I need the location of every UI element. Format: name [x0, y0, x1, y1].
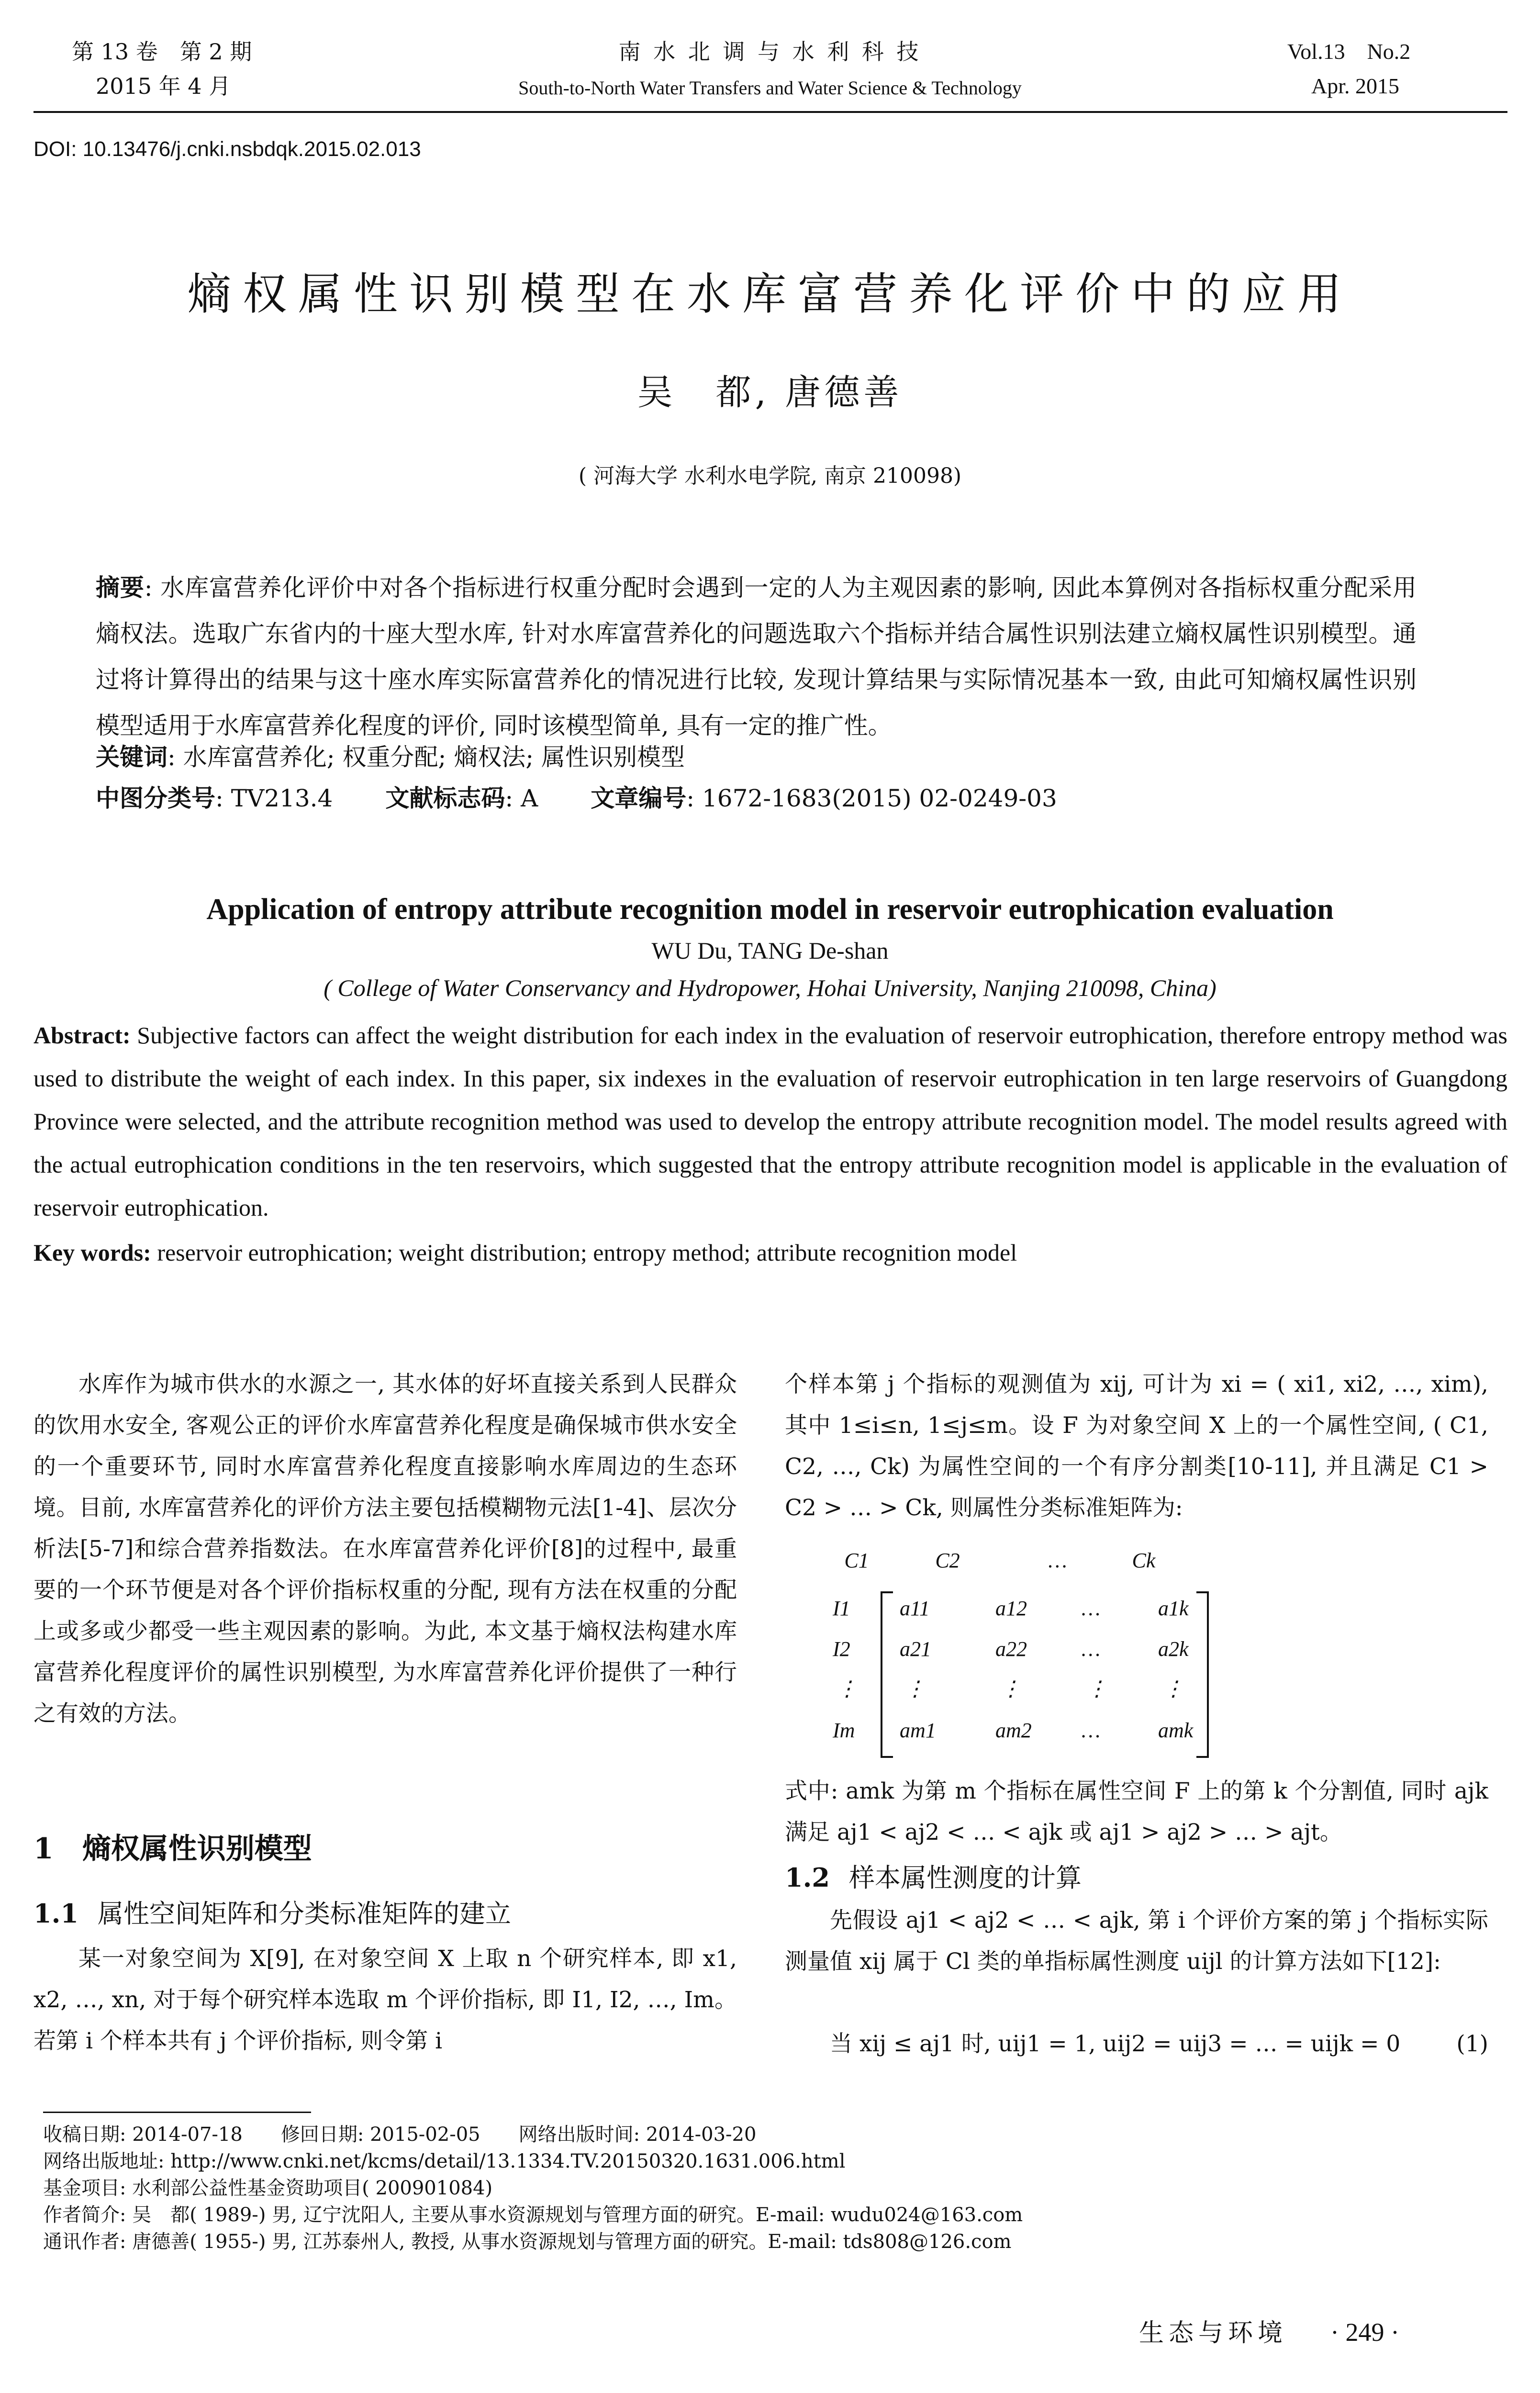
section-1-2-number: 1.2: [785, 1862, 830, 1893]
article-no: 1672-1683(2015) 02-0249-03: [702, 784, 1057, 812]
matrix-explanation-paragraph: 式中: amk 为第 m 个指标在属性空间 F 上的第 k 个分割值, 同时 ajk 满足 aj1 < aj2 < … < ajk 或 aj1 > aj2 > … > ajt。: [785, 1778, 1488, 1845]
header-date-en: Apr. 2015: [1311, 74, 1399, 98]
section-1-heading: [33, 1826, 312, 1872]
abstract-en-label: Abstract:: [33, 1022, 131, 1049]
footnote-dates: 收稿日期: 2014-07-18 修回日期: 2015-02-05 网络出版时间: 2014-03-20: [43, 2124, 757, 2146]
matrix-cell: a11: [900, 1597, 930, 1620]
clc-code: TV213.4: [231, 784, 333, 812]
doc-code-label: 文献标志码: [385, 784, 505, 812]
section-1-1-title: 属性空间矩阵和分类标准矩阵的建立: [97, 1899, 511, 1929]
section-1-1-heading: [33, 1893, 511, 1935]
matrix-col-header: C2: [935, 1549, 960, 1572]
authors-en: WU Du, TANG De-shan: [651, 937, 889, 964]
section-1-1-number: 1.1: [33, 1898, 78, 1929]
header-date-cn: 2015 年 4 月: [96, 73, 231, 99]
matrix-cell: amk: [1158, 1719, 1194, 1742]
abstract-en-text: Subjective factors can affect the weight distribution for each index in the evaluation of reservoir eutrophication, therefore entropy method was used to distribute the weight of each index. In this paper, six indexes in the evaluation of reservoir eutrophication in ten large reservoirs of Guangdong Province were selected, and the attribute recognition method was used to develop the entropy attribute recognition model. The model results agreed with the actual eutrophication conditions in the ten reservoirs, which suggested that the entropy attribute recognition model is applicable in the evaluation of reservoir eutrophication.: [33, 1022, 1508, 1221]
matrix-cell: ⋮: [1000, 1677, 1021, 1700]
affiliation-en: ( College of Water Conservancy and Hydropower, Hohai University, Nanjing 210098, China): [324, 974, 1216, 1001]
section-1-2-heading: [785, 1857, 1082, 1899]
matrix-cell: a21: [900, 1637, 931, 1661]
matrix-cell: a1k: [1158, 1597, 1189, 1620]
keywords-en: [33, 1231, 1507, 1274]
matrix-row-header: I1: [833, 1597, 850, 1620]
title-cn: 熵权属性识别模型在水库富营养化评价中的应用: [187, 268, 1353, 320]
footnote-rule: [43, 2112, 311, 2113]
matrix-row-header: I2: [833, 1637, 850, 1661]
clc-label: 中图分类号: [96, 784, 215, 812]
footnote-corresponding-author: 通讯作者: 唐德善( 1955-) 男, 江苏泰州人, 教授, 从事水资源规划与管理方面的研究。E-mail: tds808@126.com: [43, 2231, 1012, 2253]
matrix-cell: a22: [995, 1637, 1027, 1661]
article-no-label: 文章编号: [591, 784, 687, 812]
matrix-col-header: …: [1048, 1549, 1067, 1572]
equation-1-number: (1): [1456, 2031, 1488, 2057]
header-journal-cn: 南 水 北 调 与 水 利 科 技: [618, 39, 922, 65]
continuation-paragraph: 个样本第 j 个指标的观测值为 xij, 可计为 xi = ( xi1, xi2, …, xim), 其中 1≤i≤n, 1≤j≤m。设 F 为对象空间 X 上的一个属性空间, ( C1, C2, …, Ck) 为属性空间的一个有序分割类[10-11], 并且满足 C1 > C2 > … > Ck, 则属性分类标准矩阵为:: [785, 1371, 1488, 1521]
matrix-left-bracket: [881, 1591, 893, 1758]
keywords-en-label: Key words:: [33, 1239, 151, 1266]
matrix-cell: am2: [995, 1719, 1032, 1742]
doc-code: A: [521, 784, 538, 812]
section-1-number: 1: [33, 1832, 54, 1866]
equation-1-text: 当 xij ≤ aj1 时, uij1 = 1, uij2 = uij3 = … = uijk = 0: [830, 2031, 1401, 2057]
page-number: · 249 ·: [1330, 2318, 1399, 2347]
matrix-cell: …: [1082, 1637, 1101, 1661]
section-1-1-body: [33, 1938, 737, 2062]
keywords-en-text: reservoir eutrophication; weight distribution; entropy method; attribute recognition model: [157, 1239, 1017, 1266]
footnote-author-bio: 作者简介: 吴 都( 1989-) 男, 辽宁沈阳人, 主要从事水资源规划与管理方面的研究。E-mail: wudu024@163.com: [43, 2204, 1023, 2226]
matrix-cell: ⋮: [1163, 1677, 1184, 1700]
body-left-column: [33, 1364, 737, 1734]
section-1-title: 熵权属性识别模型: [82, 1832, 312, 1866]
keywords-cn-text: 水库富营养化; 权重分配; 熵权法; 属性识别模型: [183, 743, 685, 771]
abstract-cn: 摘要: 水库富营养化评价中对各个指标进行权重分配时会遇到一定的人为主观因素的影响, 因此本算例对各指标权重分配采用熵权法。选取广东省内的十座大型水库, 针对水库富营养化的问题选取六个指标并结合属性识别法建立熵权属性识别模型。通过将计算得出的结果与这十座水库实际富营养化的情况进行比较, 发现计算结果与实际情况基本一致, 由此可知熵权属性识别模型适用于水库富营养化程度的评价, 同时该模型简单, 具有一定的推广性。: [96, 573, 1417, 739]
matrix-row-header: ⋮: [837, 1677, 858, 1700]
abstract-cn-text: 水库富营养化评价中对各个指标进行权重分配时会遇到一定的人为主观因素的影响, 因此本算例对各指标权重分配采用熵权法。选取广东省内的十座大型水库, 针对水库富营养化的问题选取六个指标并结合属性识别法建立熵权属性识别模型。通过将计算得出的结果与这十座水库实际富营养化的情况进行比较, 发现计算结果与实际情况基本一致, 由此可知熵权属性识别模型适用于水库富营养化程度的评价, 同时该模型简单, 具有一定的推广性。: [96, 574, 1417, 739]
intro-paragraph: 水库作为城市供水的水源之一, 其水体的好坏直接关系到人民群众的饮用水安全, 客观公正的评价水库富营养化程度是确保城市供水安全的一个重要环节, 同时水库富营养化程度直接影响水库周边的生态环境。目前, 水库富营养化的评价方法主要包括模糊物元法[1-4]、层次分析法[5-7]和综合营养指数法。在水库富营养化评价[8]的过程中, 最重要的一个环节便是对各个评价指标权重的分配, 现有方法在权重的分配上或多或少都受一些主观因素的影响。为此, 本文基于熵权法构建水库富营养化程度评价的属性识别模型, 为水库富营养化评价提供了一种行之有效的方法。: [33, 1371, 737, 1727]
equation-1: [785, 2024, 1488, 2065]
matrix-col-header: C1: [844, 1549, 869, 1572]
header-volume-en: Vol.13 No.2: [1287, 39, 1411, 64]
section-1-1-paragraph: 某一对象空间为 X[9], 在对象空间 X 上取 n 个研究样本, 即 x1, x2, …, xn, 对于每个研究样本选取 m 个评价指标, 即 I1, I2, …, Im。若第 i 个样本共有 j 个评价指标, 则令第 i: [33, 1946, 737, 2054]
section-1-2-paragraph: 先假设 aj1 < aj2 < … < ajk, 第 i 个评价方案的第 j 个指标实际测量值 xij 属于 Cl 类的单指标属性测度 uijl 的计算方法如下[12]:: [785, 1907, 1488, 1975]
matrix-cell: …: [1082, 1597, 1101, 1620]
body-right-column: [785, 1364, 1488, 1529]
footnote-online-address[interactable]: 网络出版地址: http://www.cnki.net/kcms/detail/13.1334.TV.20150320.1631.006.html: [43, 2150, 846, 2172]
matrix-explanation: [785, 1771, 1488, 1853]
doi[interactable]: DOI: 10.13476/j.cnki.nsbdqk.2015.02.013: [33, 137, 421, 161]
header-journal-en: South-to-North Water Transfers and Water Science & Technology: [518, 77, 1022, 99]
matrix-cell: a12: [995, 1597, 1027, 1620]
footnote-funding: 基金项目: 水利部公益性基金资助项目( 200901084): [43, 2177, 493, 2199]
matrix-row-header: Im: [833, 1719, 855, 1742]
authors-cn: 吴 都, 唐德善: [637, 372, 903, 413]
header-volume-cn: 第 13 卷 第 2 期: [72, 39, 252, 65]
matrix-cell: a2k: [1158, 1637, 1189, 1661]
section-1-2-title: 样本属性测度的计算: [848, 1863, 1082, 1893]
classification-matrix: [785, 1543, 1263, 1764]
keywords-cn: 关键词: 水库富营养化; 权重分配; 熵权法; 属性识别模型: [96, 743, 685, 771]
matrix-cell: …: [1082, 1719, 1101, 1742]
footer-section: 生态与环境: [1139, 2319, 1288, 2348]
affiliation-cn: ( 河海大学 水利水电学院, 南京 210098): [578, 464, 962, 488]
section-1-2-body: [785, 1900, 1488, 1982]
abstract-en: [33, 1014, 1507, 1229]
matrix-cell: ⋮: [1086, 1677, 1107, 1700]
classification-line: 中图分类号: TV213.4 文献标志码: A 文章编号: 1672-1683(2015) 02-0249-03: [96, 784, 1057, 812]
matrix-right-bracket: [1196, 1591, 1209, 1758]
title-en: Application of entropy attribute recognition model in reservoir eutrophication evaluation: [206, 893, 1334, 926]
matrix-col-header: Ck: [1132, 1549, 1156, 1572]
header-rule: [33, 111, 1507, 113]
matrix-cell: ⋮: [904, 1677, 926, 1700]
keywords-cn-label: 关键词: [96, 743, 167, 771]
matrix-cell: am1: [900, 1719, 936, 1742]
abstract-cn-label: 摘要: [96, 573, 145, 602]
